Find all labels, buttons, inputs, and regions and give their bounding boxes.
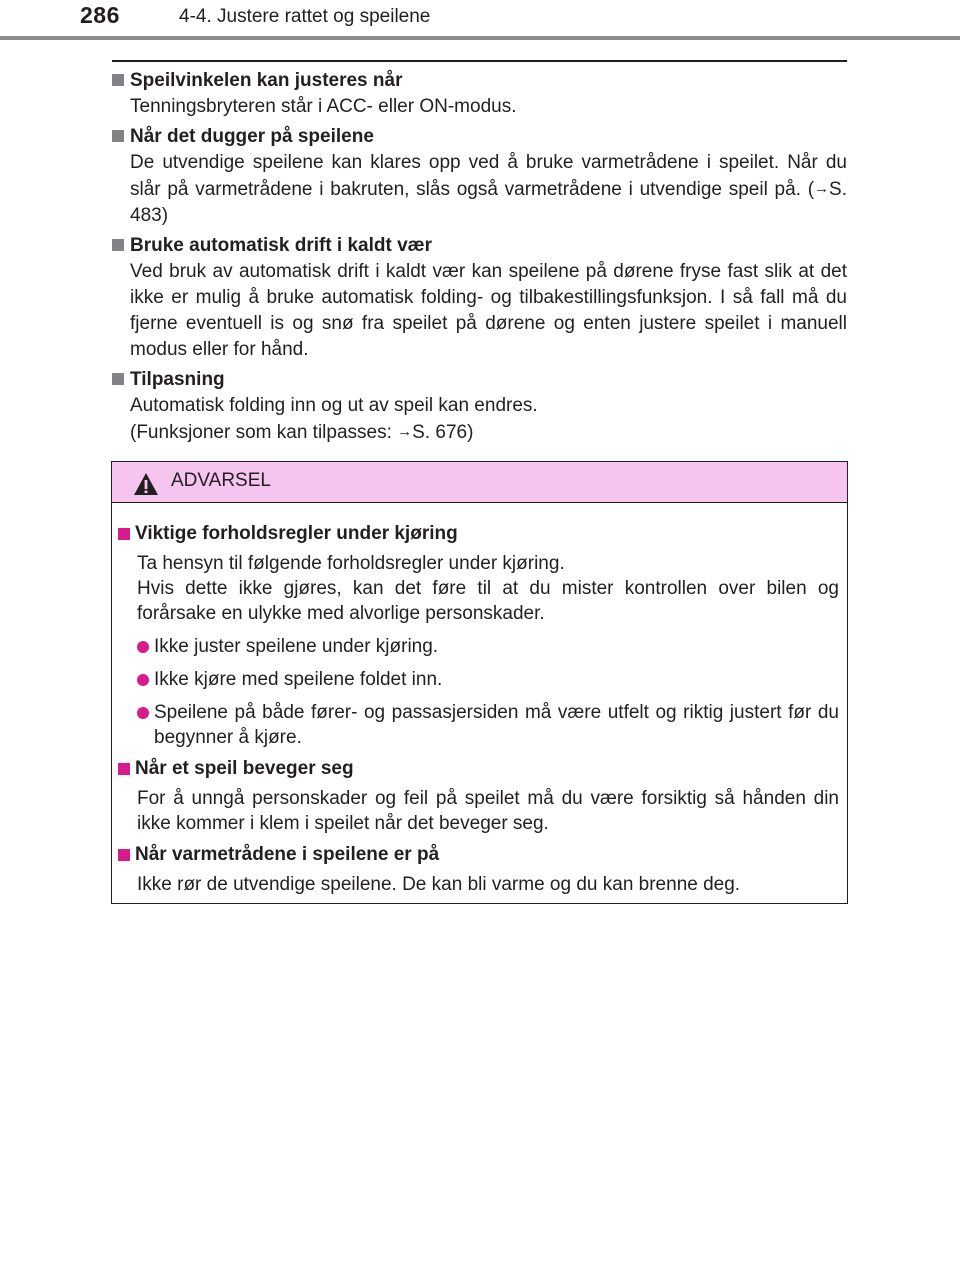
warning-bullet: Ikke juster speilene under kjøring.: [118, 634, 839, 659]
section-mirror-fog: [112, 124, 847, 229]
warning-section-heading: Viktige forholdsregler under kjøring: [118, 521, 839, 547]
round-bullet-icon: [137, 674, 149, 686]
round-bullet-icon: [137, 707, 149, 719]
square-bullet-icon: [112, 239, 124, 251]
arrow-right-icon: →: [397, 423, 413, 440]
warning-section-heading: Når et speil beveger seg: [118, 756, 839, 782]
section-text: Automatisk folding inn og ut av speil kan endres. (Funksjoner som kan tilpasses: →S. 676): [130, 395, 538, 443]
square-bullet-icon: [118, 849, 130, 861]
section-text: Ved bruk av automatisk drift i kaldt vær kan speilene på dørene fryse fast slik at det ikke er mulig å bruke automatisk folding- og tilbakestillingsfunksjon. I så fall må du fjerne eventuell is og snø fra speilet på dørene og enten justere speilet i manuell modus eller for hånd.: [130, 261, 847, 360]
square-bullet-icon: [118, 528, 130, 540]
page-header: [0, 0, 960, 44]
header-rule: [0, 36, 960, 40]
warning-text: Ikke rør de utvendige speilene. De kan bli varme og du kan brenne deg.: [137, 874, 741, 895]
round-bullet-icon: [137, 641, 149, 653]
section-customization: [112, 367, 847, 446]
square-bullet-icon: [112, 130, 124, 142]
warning-triangle-icon: [133, 472, 159, 496]
warning-box: [111, 461, 848, 904]
warning-body: [112, 503, 847, 897]
chapter-title: 4-4. Justere rattet og speilene: [179, 6, 431, 27]
page-number: 286: [80, 2, 120, 28]
warning-bullet: Ikke kjøre med speilene foldet inn.: [118, 667, 839, 692]
section-heading: Tilpasning: [112, 367, 847, 393]
section-cold-weather: [112, 233, 847, 363]
section-text: De utvendige speilene kan klares opp ved å bruke varmetrådene i speilet. Når du slår på varmetrådene i bakruten, slås også varmetrådene i utvendige speil på. (→S. 483): [130, 152, 847, 226]
warning-bullet: Speilene på både fører- og passasjersiden må være utfelt og riktig justert før du begynner å kjøre.: [118, 700, 839, 750]
warning-header: [112, 462, 847, 503]
warning-text: For å unngå personskader og feil på speilet må du være forsiktig så hånden din ikke kommer i klem i speilet når det beveger seg.: [137, 788, 839, 834]
warning-text: Ta hensyn til følgende forholdsregler under kjøring. Hvis dette ikke gjøres, kan det føre til at du mister kontrollen over bilen og forårsake en ulykke med alvorlige personskader.: [137, 553, 839, 624]
warning-title: ADVARSEL: [171, 470, 271, 491]
section-text: Tenningsbryteren står i ACC- eller ON-modus.: [130, 96, 517, 117]
content-top-rule: [112, 60, 847, 62]
page-reference-link[interactable]: S. 676: [412, 422, 468, 443]
square-bullet-icon: [112, 74, 124, 86]
section-heading: Bruke automatisk drift i kaldt vær: [112, 233, 847, 259]
section-heading: Når det dugger på speilene: [112, 124, 847, 150]
section-mirror-angle: [112, 68, 847, 120]
main-content: [112, 68, 847, 450]
page-reference-link[interactable]: S. 483: [130, 179, 847, 226]
arrow-right-icon: →: [814, 180, 830, 197]
section-heading: Speilvinkelen kan justeres når: [112, 68, 847, 94]
square-bullet-icon: [112, 373, 124, 385]
warning-section-heading: Når varmetrådene i speilene er på: [118, 842, 839, 868]
square-bullet-icon: [118, 763, 130, 775]
